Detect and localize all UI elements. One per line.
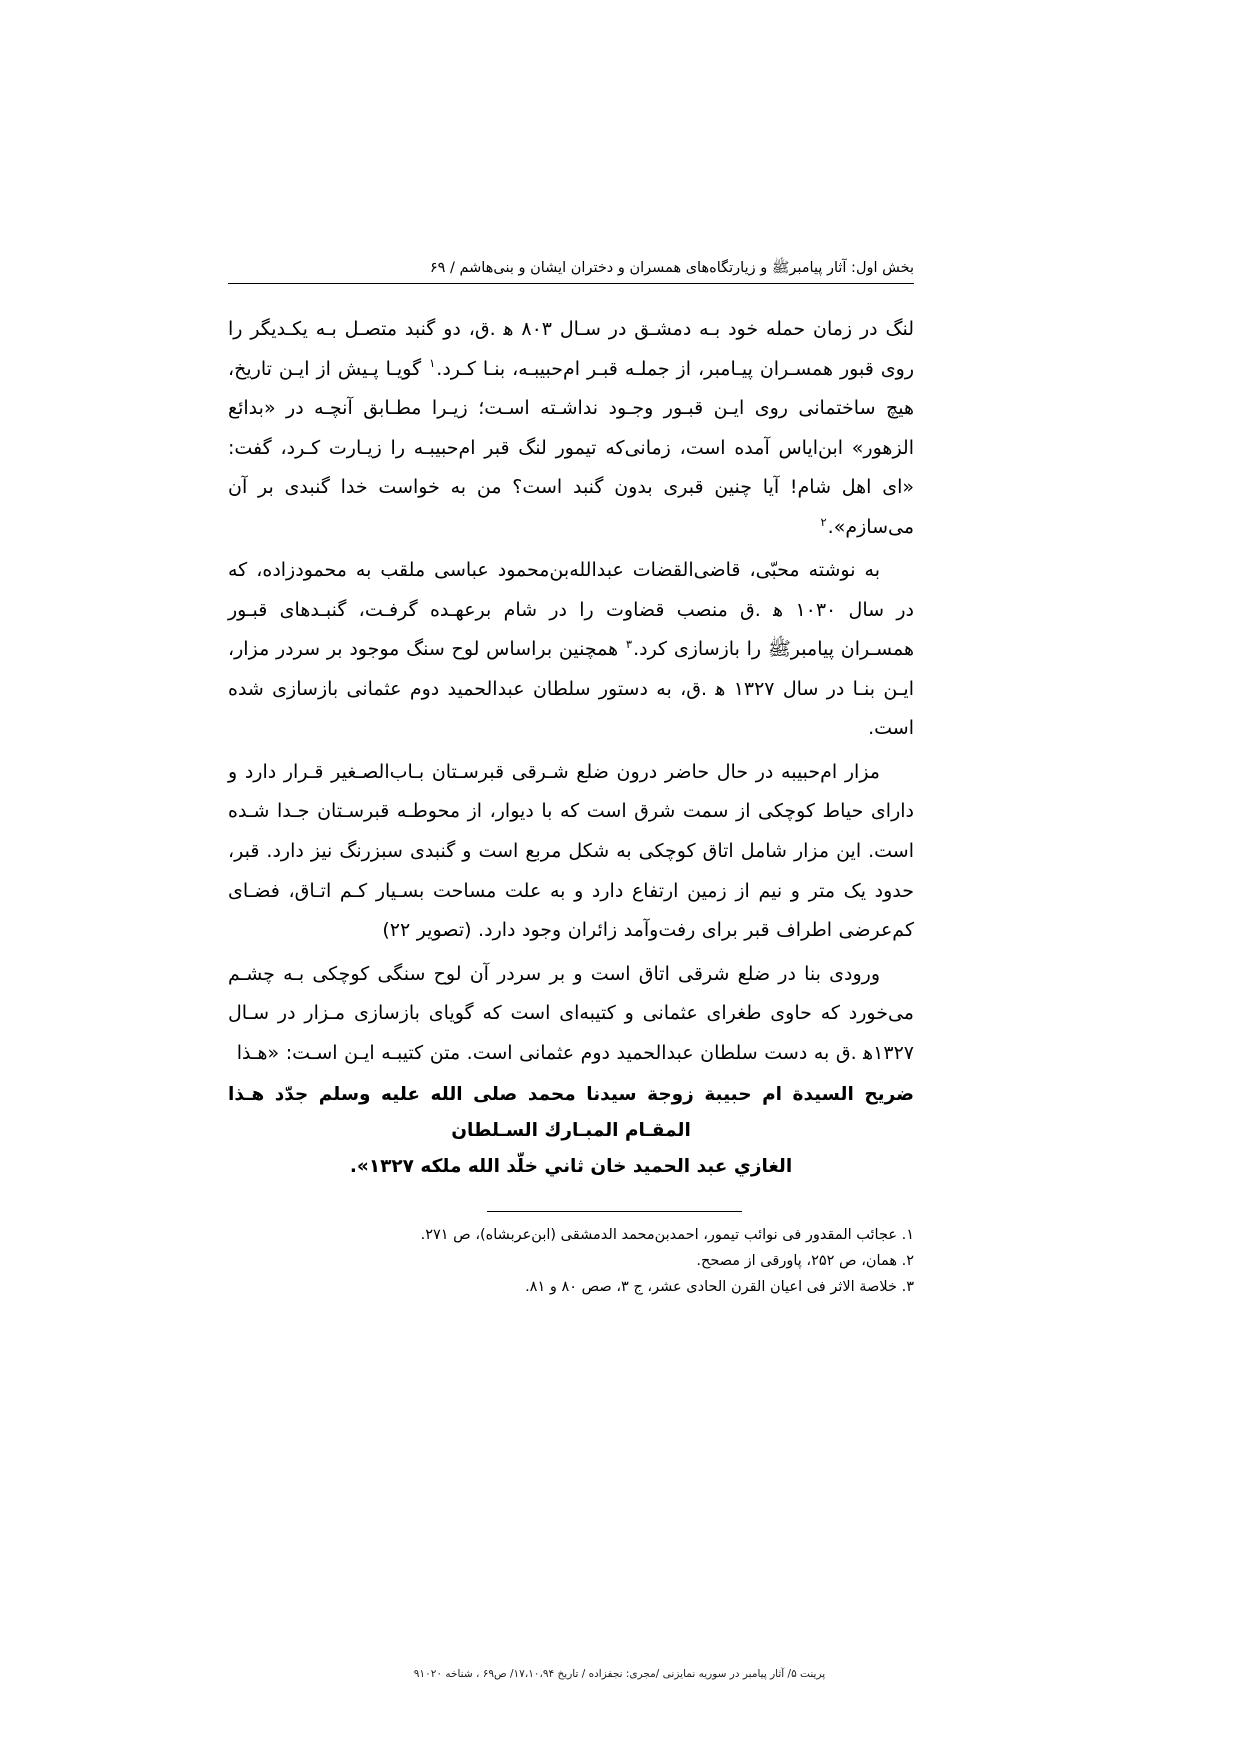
footnote-area	[228, 1211, 914, 1300]
arabic-inscription-line-1: ضريح السيدة ام حبيبة زوجة سيدنا محمد صلى الله عليه وسلم جدّد هـذا المقـام المبـارك السـلطان	[228, 1084, 914, 1142]
paragraph-2: به نوشته محبّی، قاضی‌القضات عبدالله‌بن‌محمود عباسی ملقب به محمودزاده، که در سال ۱۰۳۰ ه‍ .ق منصب قضاوت را در شام برعهـده گرفـت، گنبـدهای قبـور همسـران پیامبرﷺ را بازسازی کرد.$^۳$ همچنین براساس لوح سنگ موجود بر سردر مزار، ایـن بنـا در سال ۱۳۲۷ ه‍ .ق، به دستور سلطان عبدالحمید دوم عثمانی بازسازی شده است.	[228, 559, 915, 740]
arabic-inscription-line-2: الغازي عبد الحميد خان ثاني خلّد الله ملكه ۱۳۲۷».	[349, 1156, 793, 1178]
header-divider-rule	[228, 283, 914, 284]
page-content-column	[228, 258, 914, 1301]
footnote-marker-inline: ۱	[429, 356, 436, 371]
body-text-block	[228, 310, 914, 1185]
paragraph-3: مزار ام‌حبیبه در حال حاضر درون ضلع شـرقی قبرسـتان بـاب‌الصـغیر قـرار دارد و دارای حیاط کوچکی از سمت شرق است که با دیوار، از محوطـه قبرسـتان جـدا شـده است. این مزار شامل اتاق کوچکی به شکل مربع است و گنبدی سبزرنگ نیز دارد. قبر، حدود یک متر و نیم از زمین ارتفاع دارد و به علت مساحت بسـیار کـم اتـاق، فضـای کم‌عرضی اطراف قبر برای رفت‌وآمد زائران وجود دارد. (تصویر ۲۲)	[228, 760, 914, 942]
paragraph-1: لنگ در زمان حمله خود بـه دمشـق در سـال ۸۰۳ ه‍ .ق، دو گنبد متصـل بـه یکـدیگر را روی قبور همسـران پیـامبر، از جملـه قبـر ام‌حبیبـه، بنـا کـرد.$^۱$ گویـا پـیش از ایـن تاریخ، هیچ ساختمانی روی ایـن قبـور وجـود نداشـته اسـت؛ زیـرا مطـابق آنچـه در «بدائع الزهور» ابن‌ایاس آمده است، زمانی‌که تیمور لنگ قبر ام‌حبیبـه را زیـارت کـرد، گفت: «ای اهل شام! آیا چنین قبری بدون گنبد است؟ من به خواست خدا گنبدی بر آن می‌سازم».$^۲$	[228, 318, 914, 538]
footnote-text: خلاصة الاثر فی اعیان القرن الحادی عشر، ج ۳، صص ۸۰ و ۸۱.	[525, 1278, 897, 1295]
footnote-marker: ۲.	[901, 1253, 914, 1270]
printer-footer	[0, 1668, 1239, 1680]
footnote-separator-rule	[487, 1211, 742, 1212]
printer-footer-text: پرینت ۵/ آثار پیامبر در سوریه نمایزنی /مجری: نجفزاده / تاریخ ۱۷،۱۰،۹۴/ ص۶۹ ، شناخه ۹۱۰۲۰	[413, 1668, 826, 1680]
running-header	[228, 258, 914, 281]
footnote-marker: ۱.	[901, 1227, 914, 1244]
paragraph-4: ورودی بنا در ضلع شرقی اتاق است و بر سردر آن لوح سنگی کوچکی بـه چشـم می‌خورد که حاوی طغرای عثمانی و کتیبه‌ای است که گویای بازسازی مـزار در سـال ۱۳۲۷ه‍ .ق به دست سلطان عبدالحمید دوم عثمانی است. متن کتیبـه ایـن اسـت: «هـذا	[228, 962, 914, 1064]
running-header-text: بخش اول: آثار پیامبرﷺ و زیارتگاه‌های همسران و دختران ایشان و بنی‌هاشم / ۶۹	[429, 260, 914, 276]
footnote-item	[228, 1275, 914, 1301]
footnote-item	[228, 1223, 914, 1249]
footnote-marker: ۳.	[901, 1278, 914, 1295]
footnote-marker-inline: ۳	[625, 637, 633, 652]
footnote-list	[228, 1223, 914, 1300]
footnote-marker-inline: ۲	[820, 514, 827, 529]
footnote-text: همان، ص ۲۵۲، پاورقی از مصحح.	[696, 1253, 897, 1270]
footnote-item	[228, 1249, 914, 1275]
footnote-text: عجائب المقدور فی نوائب تیمور، احمدبن‌محمد الدمشقی (ابن‌عربشاه)، ص ۲۷۱.	[420, 1227, 897, 1244]
